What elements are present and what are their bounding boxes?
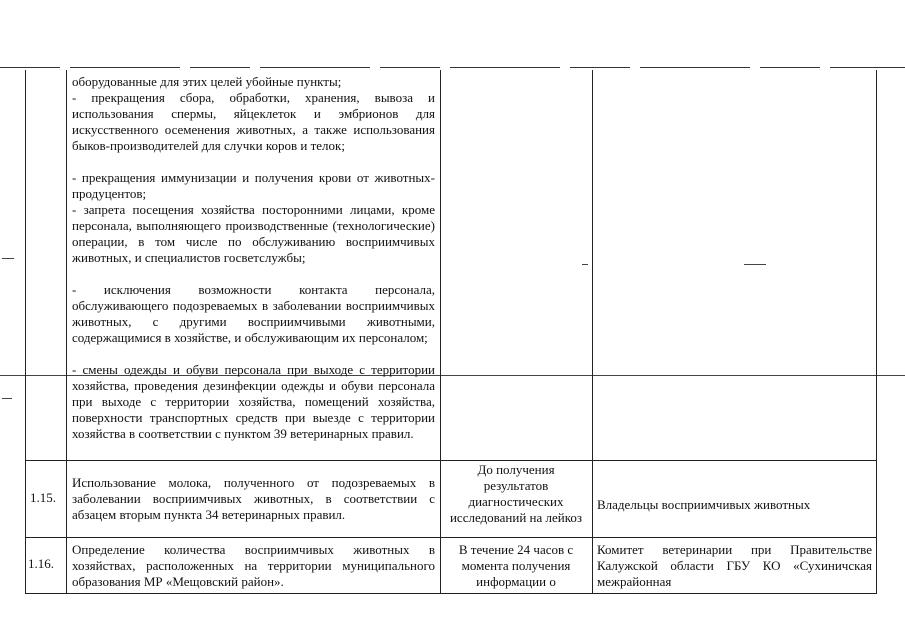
continuation-line-4: - запрета посещения хозяйства посторонними лицами, кроме персонала, выполняющего производственные (технологические) операции, в том числе по обслуживанию восприимчивых животных, и специалистов госветслужбы; xyxy=(72,202,435,266)
scan-mark-left-2 xyxy=(2,398,12,399)
table-col-divider-2 xyxy=(440,70,441,594)
scan-mark-mid xyxy=(582,264,588,265)
row-number: 1.16. xyxy=(28,556,54,571)
table-border-left xyxy=(25,70,26,594)
continuation-line-5: - исключения возможности контакта персонала, обслуживающего подозреваемых в заболевании восприимчивых животных, с другими восприимчивыми животными, содержащимися в хозяйстве, и обслуживающим их персоналом; xyxy=(72,282,435,346)
scan-line-top xyxy=(0,67,905,68)
continuation-line-3: - прекращения иммунизации и получения крови от животных-продуцентов; xyxy=(72,170,435,202)
continuation-line-1: оборудованные для этих целей убойные пункты; xyxy=(72,74,342,89)
scan-mark-right xyxy=(744,264,766,265)
table-col-divider-1 xyxy=(66,70,67,594)
table-border-bottom xyxy=(25,593,877,594)
row-action: Определение количества восприимчивых животных в хозяйствах, расположенных на территории муниципального образования МР «Мещовский район». xyxy=(72,542,435,590)
table-row-separator-1 xyxy=(25,460,877,461)
row-action: Использование молока, полученного от подозреваемых в заболевании восприимчивых животных, в соответствии с абзацем вторым пункта 34 ветеринарных правил. xyxy=(72,475,435,523)
table-col-divider-3 xyxy=(592,70,593,594)
row-responsible: Комитет ветеринарии при Правительстве Калужской области ГБУ КО «Сухиничская межрайонная xyxy=(597,542,872,590)
row-responsible: Владельцы восприимчивых животных xyxy=(597,497,811,512)
continuation-line-6: - смены одежды и обуви персонала при выходе с территории хозяйства, проведения дезинфекции одежды и обуви персонала при выходе с территории хозяйства, помещений хозяйства, поверхности транспортных средств при выезде с территории хозяйства в соответствии с пунктом 39 ветеринарных правил. xyxy=(72,362,435,442)
scan-mark-left xyxy=(2,258,14,259)
continuation-line-2: - прекращения сбора, обработки, хранения, вывоза и использования спермы, яйцеклеток и эмбрионов для искусственного осеменения животных, а также использования быков-производителей для случки коров и телок; xyxy=(72,90,435,154)
row-deadline: В течение 24 часов с момента получения информации о xyxy=(458,542,574,590)
table-row-separator-2 xyxy=(25,537,877,538)
row-deadline: До получения результатов диагностических исследований на лейкоз xyxy=(449,462,583,526)
row-number: 1.15. xyxy=(30,490,56,505)
table-border-right xyxy=(876,70,877,594)
